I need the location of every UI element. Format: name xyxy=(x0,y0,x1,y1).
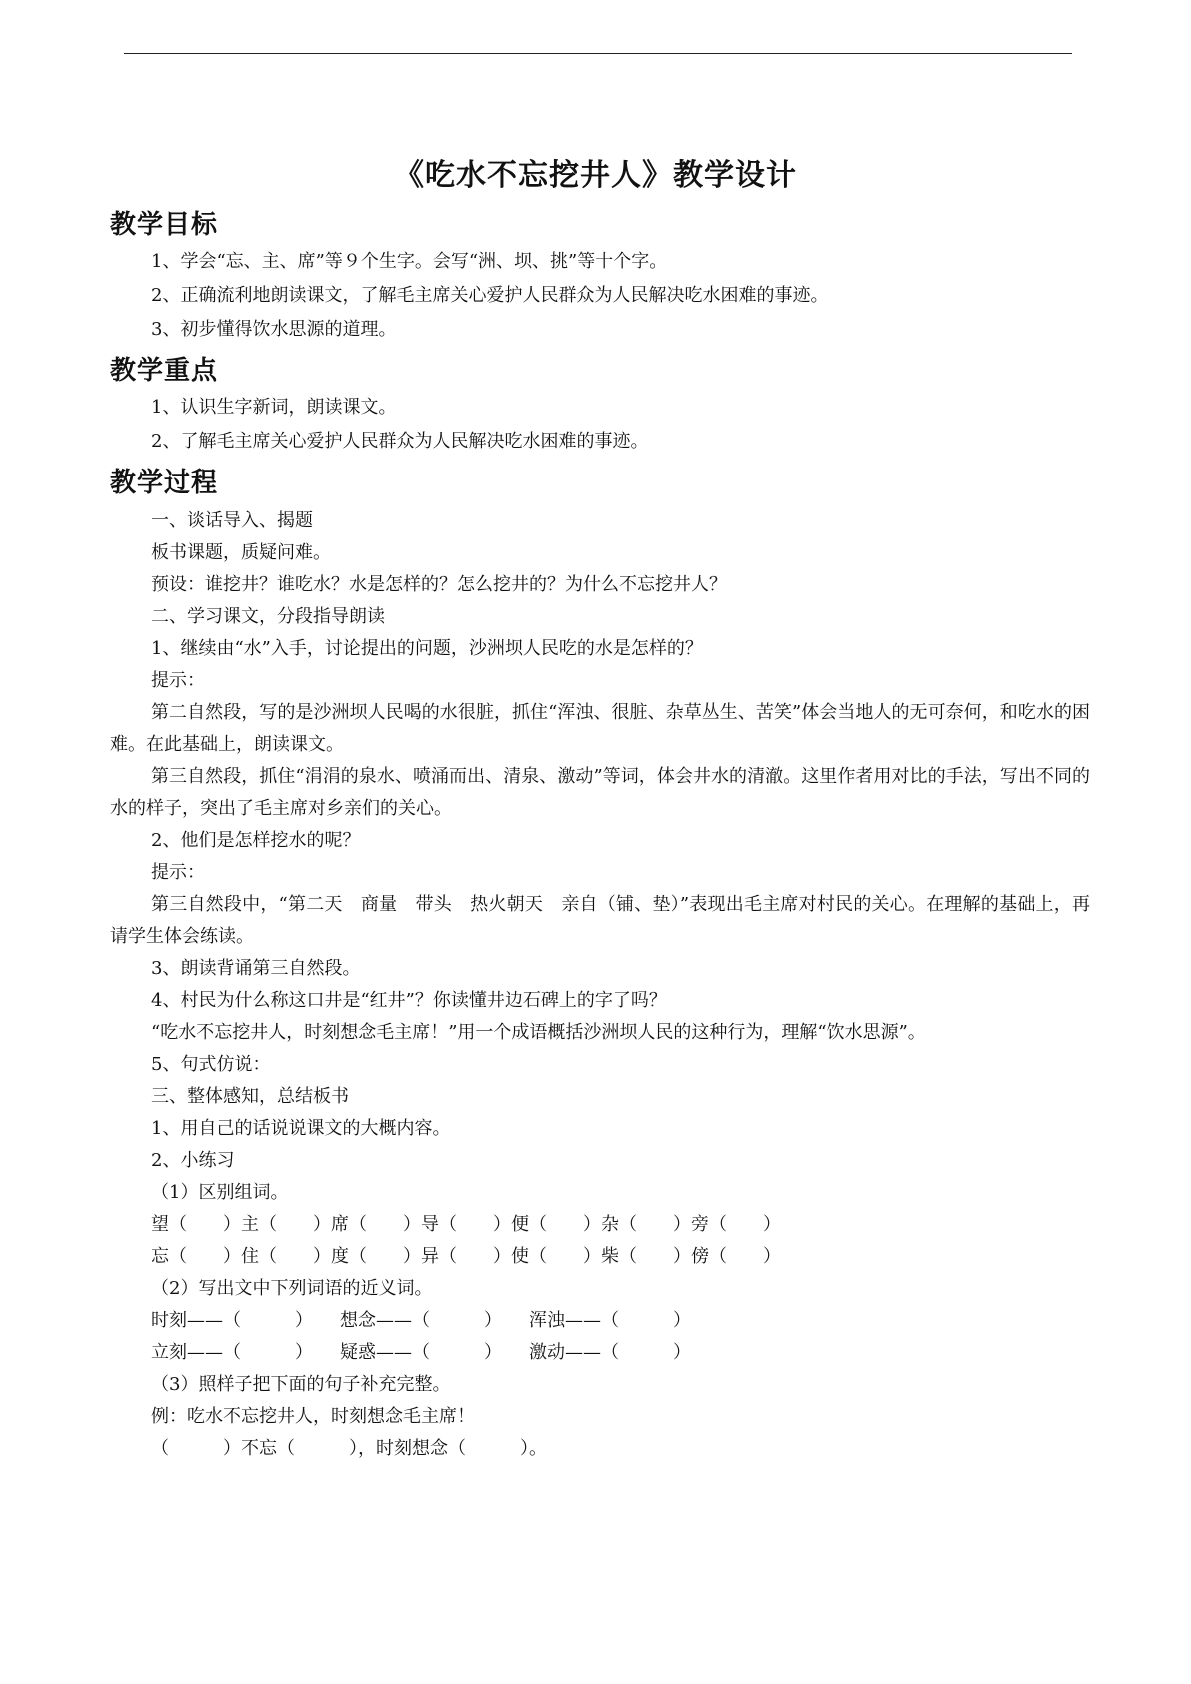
exercise-row: 忘（ ）住（ ）度（ ）异（ ）使（ ）柴（ ）傍（ ） xyxy=(151,1246,781,1267)
objective-item: 3、初步懂得饮水思源的道理。 xyxy=(151,319,397,340)
process-heading: 教学过程 xyxy=(110,468,219,498)
question-line: 1、继续由“水”入手，讨论提出的问题，沙洲坝人民吃的水是怎样的？ xyxy=(151,638,703,659)
hint-label: 提示： xyxy=(151,670,205,691)
question-line: 2、他们是怎样挖水的呢？ xyxy=(151,830,361,851)
exercise-title: （3）照样子把下面的句子补充完整。 xyxy=(151,1374,451,1395)
objective-item: 2、正确流利地朗读课文，了解毛主席关心爱护人民群众为人民解决吃水困难的事迹。 xyxy=(151,285,829,306)
header-rule xyxy=(124,53,1072,54)
paragraph-note: 第三自然段，抓住“涓涓的泉水、喷涌而出、清泉、激动”等词，体会井水的清澈。这里作者用对比的手法，写出不同的水的样子，突出了毛主席对乡亲们的关心。 xyxy=(110,766,1090,819)
exercise-title: （1）区别组词。 xyxy=(151,1182,289,1203)
exercise-row: 时刻——（ ） 想念——（ ） 浑浊——（ ） xyxy=(151,1310,691,1331)
body-line: 预设：谁挖井？谁吃水？水是怎样的？怎么挖井的？为什么不忘挖井人？ xyxy=(151,574,727,595)
step-heading: 一、谈话导入、揭题 xyxy=(151,510,313,531)
objective-item: 1、学会“忘、主、席”等９个生字。会写“洲、坝、挑”等十个字。 xyxy=(151,251,668,272)
question-line: 5、句式仿说： xyxy=(151,1054,271,1075)
key-point-item: 1、认识生字新词，朗读课文。 xyxy=(151,397,397,418)
document-title: 《吃水不忘挖井人》教学设计 xyxy=(394,158,797,193)
question-line: 3、朗读背诵第三自然段。 xyxy=(151,958,361,979)
body-line: 1、用自己的话说说课文的大概内容。 xyxy=(151,1118,451,1139)
stele-line: “吃水不忘挖井人，时刻想念毛主席！”用一个成语概括沙洲坝人民的这种行为，理解“饮水思源”。 xyxy=(151,1022,926,1043)
exercise-example: 例：吃水不忘挖井人，时刻想念毛主席！ xyxy=(151,1406,475,1427)
exercise-row: 立刻——（ ） 疑惑——（ ） 激动——（ ） xyxy=(151,1342,691,1363)
paragraph-note: 第三自然段中，“第二天 商量 带头 热火朝天 亲自（铺、垫）”表现出毛主席对村民的关心。在理解的基础上，再请学生体会练读。 xyxy=(110,894,1090,947)
objectives-heading: 教学目标 xyxy=(110,210,219,240)
hint-label: 提示： xyxy=(151,862,205,883)
exercise-title: （2）写出文中下列词语的近义词。 xyxy=(151,1278,433,1299)
step-heading: 二、学习课文，分段指导朗读 xyxy=(151,606,385,627)
exercise-blank-sentence: （ ）不忘（ ），时刻想念（ ）。 xyxy=(151,1438,547,1459)
step-heading: 三、整体感知，总结板书 xyxy=(151,1086,349,1107)
exercise-row: 望（ ）主（ ）席（ ）导（ ）便（ ）杂（ ）旁（ ） xyxy=(151,1214,781,1235)
question-line: 4、村民为什么称这口井是“红井”？你读懂井边石碑上的字了吗？ xyxy=(151,990,667,1011)
body-line: 板书课题，质疑问难。 xyxy=(151,542,331,563)
body-line: 2、小练习 xyxy=(151,1150,235,1171)
key-points-heading: 教学重点 xyxy=(110,356,219,386)
paragraph-note: 第二自然段，写的是沙洲坝人民喝的水很脏，抓住“浑浊、很脏、杂草丛生、苦笑”体会当地人的无可奈何，和吃水的困难。在此基础上，朗读课文。 xyxy=(110,702,1090,755)
key-point-item: 2、了解毛主席关心爱护人民群众为人民解决吃水困难的事迹。 xyxy=(151,431,649,452)
